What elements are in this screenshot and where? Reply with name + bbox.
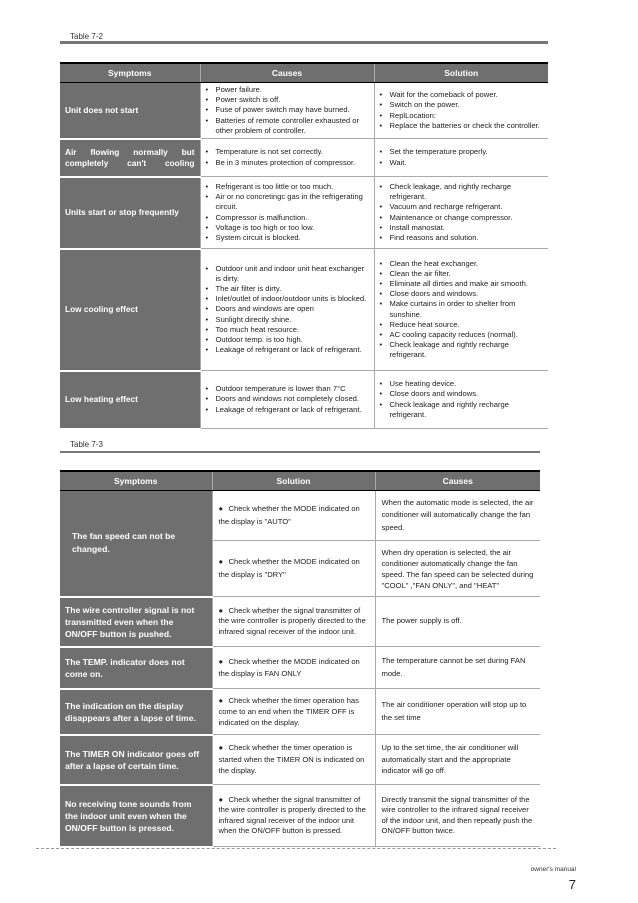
table-row xyxy=(60,491,540,541)
cause-item: • Doors and windows not completely closed. xyxy=(204,394,370,404)
footer-label: owner's manual xyxy=(530,866,576,873)
solution-item: • Clean the heat exchanger. xyxy=(378,259,545,269)
bullet-icon: ● xyxy=(218,743,224,753)
cause-item: • System circuit is blocked. xyxy=(204,233,370,243)
solution-item: • Clean the air filter. xyxy=(378,269,545,279)
solution-cell xyxy=(374,177,548,249)
solution-item: • Make curtains in order to shelter from sunshine. xyxy=(378,299,545,319)
header-symptoms: Symptoms xyxy=(60,471,212,491)
cause-item: • Inlet/outlet of indoor/outdoor units is blocked. xyxy=(204,294,370,304)
cause-cell: When the automatic mode is selected, the air conditioner will automatically change the fan speed. xyxy=(375,491,540,541)
symptom-cell: The TEMP. indicator does not come on. xyxy=(60,647,212,689)
table-7-2-caption: Table 7-2 xyxy=(70,32,103,41)
causes-cell xyxy=(200,249,374,371)
solution-text: Check whether the timer operation is started when the TIMER ON is indicated on the display. xyxy=(218,743,365,776)
cause-cell: The power supply is off. xyxy=(375,597,540,647)
solution-item: • Eliminate all dirties and make air smooth. xyxy=(378,279,545,289)
solution-cell xyxy=(212,541,375,597)
solution-cell xyxy=(212,785,375,847)
solution-item: • Reduce heat source. xyxy=(378,320,545,330)
top-rule xyxy=(60,41,548,44)
solution-cell xyxy=(374,249,548,371)
cause-cell: The temperature cannot be set during FAN mode. xyxy=(375,647,540,689)
solution-item: • Wait. xyxy=(378,158,545,168)
bullet-icon: ● xyxy=(218,695,224,705)
cause-item: • Power failure. xyxy=(204,85,370,95)
solution-item: • Close doors and windows. xyxy=(378,289,545,299)
solution-cell xyxy=(374,139,548,177)
solution-text: Check whether the signal transmitter of the wire controller is properly directed to the infrared signal receiver of the indoor unit when the ON/OFF button is pressed. xyxy=(218,794,366,835)
solution-item: • AC cooling capacity reduces (normal). xyxy=(378,330,545,340)
cause-item: • Fuse of power switch may have burned. xyxy=(204,105,370,115)
table-row xyxy=(60,785,540,847)
table-row xyxy=(60,83,548,139)
cause-cell: Directly transmit the signal transmitter of the wire controller to the infrared signal receiver of the indoor unit, and then repeatly push the ON/OFF button twice. xyxy=(375,785,540,847)
symptom-cell: Unit does not start xyxy=(60,83,200,139)
cause-item: • Outdoor temperature is lower than 7°C xyxy=(204,384,370,394)
causes-cell xyxy=(200,177,374,249)
bullet-icon: ● xyxy=(218,605,224,615)
cause-item: • Too much heat resource. xyxy=(204,325,370,335)
solution-cell xyxy=(212,689,375,735)
solution-text: Check whether the timer operation has come to an end when the TIMER OFF is indicated on the display. xyxy=(218,695,359,728)
cause-item: • Power switch is off. xyxy=(204,95,370,105)
cause-item: • Outdoor unit and indoor unit heat exchanger is dirty. xyxy=(204,264,370,284)
solution-text: Check whether the MODE indicated on the display is "AUTO" xyxy=(218,504,360,526)
table-7-2-header xyxy=(60,63,548,83)
solution-item: • Maintenance or change compressor. xyxy=(378,213,545,223)
solution-item: • Set the temperature properly. xyxy=(378,147,545,157)
symptom-cell: The wire controller signal is not transmitted even when the ON/OFF button is pushed. xyxy=(60,597,212,647)
solution-text: Check whether the signal transmitter of the wire controller is properly directed to the infrared signal receiver of the indoor unit. xyxy=(218,605,366,636)
cause-item: • Outdoor temp. is too high. xyxy=(204,335,370,345)
solution-item: • Wait for the comeback of power. xyxy=(378,90,545,100)
table-row xyxy=(60,689,540,735)
causes-cell xyxy=(200,139,374,177)
page-number: 7 xyxy=(568,877,576,892)
solution-item: • Switch on the power. xyxy=(378,100,545,110)
symptom-cell: Low heating effect xyxy=(60,371,200,429)
cause-item: • Voltage is too high or too low. xyxy=(204,223,370,233)
footer-divider xyxy=(36,848,556,849)
symptom-cell: The indication on the display disappears after a lapse of time. xyxy=(60,689,212,735)
table-7-3-caption: Table 7-3 xyxy=(70,440,103,449)
symptom-cell: Units start or stop frequently xyxy=(60,177,200,249)
cause-item: • Batteries of remote controller exhausted or other problem of controller. xyxy=(204,116,370,136)
cause-item: • Air or no concretingc gas in the refrigerating circuit. xyxy=(204,192,370,212)
solution-cell xyxy=(374,371,548,429)
header-causes: Causes xyxy=(200,63,374,83)
solution-text: Check whether the MODE indicated on the display is "DRY" xyxy=(218,557,360,579)
table-row xyxy=(60,249,548,371)
solution-cell xyxy=(212,647,375,689)
troubleshooting-table-7-2 xyxy=(60,62,548,430)
solution-item: • ReplLocation: xyxy=(378,111,545,121)
solution-item: • Install manostat. xyxy=(378,223,545,233)
solution-item: • Replace the batteries or check the controller. xyxy=(378,121,545,131)
header-solution: Solution xyxy=(374,63,548,83)
cause-item: • The air filter is dirty. xyxy=(204,284,370,294)
table-7-3-header xyxy=(60,471,540,491)
cause-cell: When dry operation is selected, the air conditioner automatically change the fan speed. The fan speed can be selected during "COOL" ,"FAN ONLY", and "HEAT" xyxy=(375,541,540,597)
solution-item: • Check leakage and rightly recharge refrigerant. xyxy=(378,400,545,420)
cause-item: • Refrigerant is too little or too much. xyxy=(204,182,370,192)
solution-cell xyxy=(212,597,375,647)
cause-cell: The air conditioner operation will stop up to the set time xyxy=(375,689,540,735)
table-row xyxy=(60,177,548,249)
table-row xyxy=(60,647,540,689)
bullet-icon: ● xyxy=(218,794,224,804)
symptom-cell: No receiving tone sounds from the indoor unit even when the ON/OFF button is pressed. xyxy=(60,785,212,847)
solution-item: • Find reasons and solution. xyxy=(378,233,545,243)
section-rule xyxy=(60,451,540,453)
solution-item: • Check leakage and rightly recharge refrigerant. xyxy=(378,340,545,360)
cause-cell: Up to the set time, the air conditioner will automatically start and the appropriate indicator will go off. xyxy=(375,735,540,785)
troubleshooting-table-7-3 xyxy=(60,470,540,848)
cause-item: • Temperature is not set correctly. xyxy=(204,147,370,157)
cause-item: • Sunlight directly shine. xyxy=(204,315,370,325)
solution-item: • Close doors and windows. xyxy=(378,389,545,399)
bullet-icon: ● xyxy=(218,656,224,666)
symptom-cell: The TIMER ON indicator goes off after a lapse of certain time. xyxy=(60,735,212,785)
solution-text: Check whether the MODE indicated on the display is FAN ONLY xyxy=(218,656,360,678)
causes-cell xyxy=(200,83,374,139)
symptom-cell: Low cooling effect xyxy=(60,249,200,371)
solution-item: • Vacuum and recharge refrigerant. xyxy=(378,202,545,212)
cause-item: • Doors and windows are open xyxy=(204,304,370,314)
bullet-icon: ● xyxy=(218,504,224,514)
solution-cell xyxy=(374,83,548,139)
table-row xyxy=(60,371,548,429)
header-symptoms: Symptoms xyxy=(60,63,200,83)
cause-item: • Leakage of refrigerant or lack of refrigerant. xyxy=(204,345,370,355)
causes-cell xyxy=(200,371,374,429)
bullet-icon: ● xyxy=(218,557,224,567)
solution-item: • Use heating device. xyxy=(378,379,545,389)
header-causes: Causes xyxy=(375,471,540,491)
table-row xyxy=(60,597,540,647)
solution-cell xyxy=(212,735,375,785)
header-solution: Solution xyxy=(212,471,375,491)
solution-cell xyxy=(212,491,375,541)
cause-item: • Be in 3 minutes protection of compressor. xyxy=(204,158,370,168)
table-row xyxy=(60,735,540,785)
table-row xyxy=(60,139,548,177)
solution-item: • Check leakage, and rightly recharge refrigerant. xyxy=(378,182,545,202)
cause-item: • Leakage of refrigerant or lack of refrigerant. xyxy=(204,405,370,415)
symptom-cell: Air flowing normally but completely can't cooling xyxy=(60,139,200,177)
symptom-cell: The fan speed can not be changed. xyxy=(60,491,212,597)
cause-item: • Compressor is malfunction. xyxy=(204,213,370,223)
